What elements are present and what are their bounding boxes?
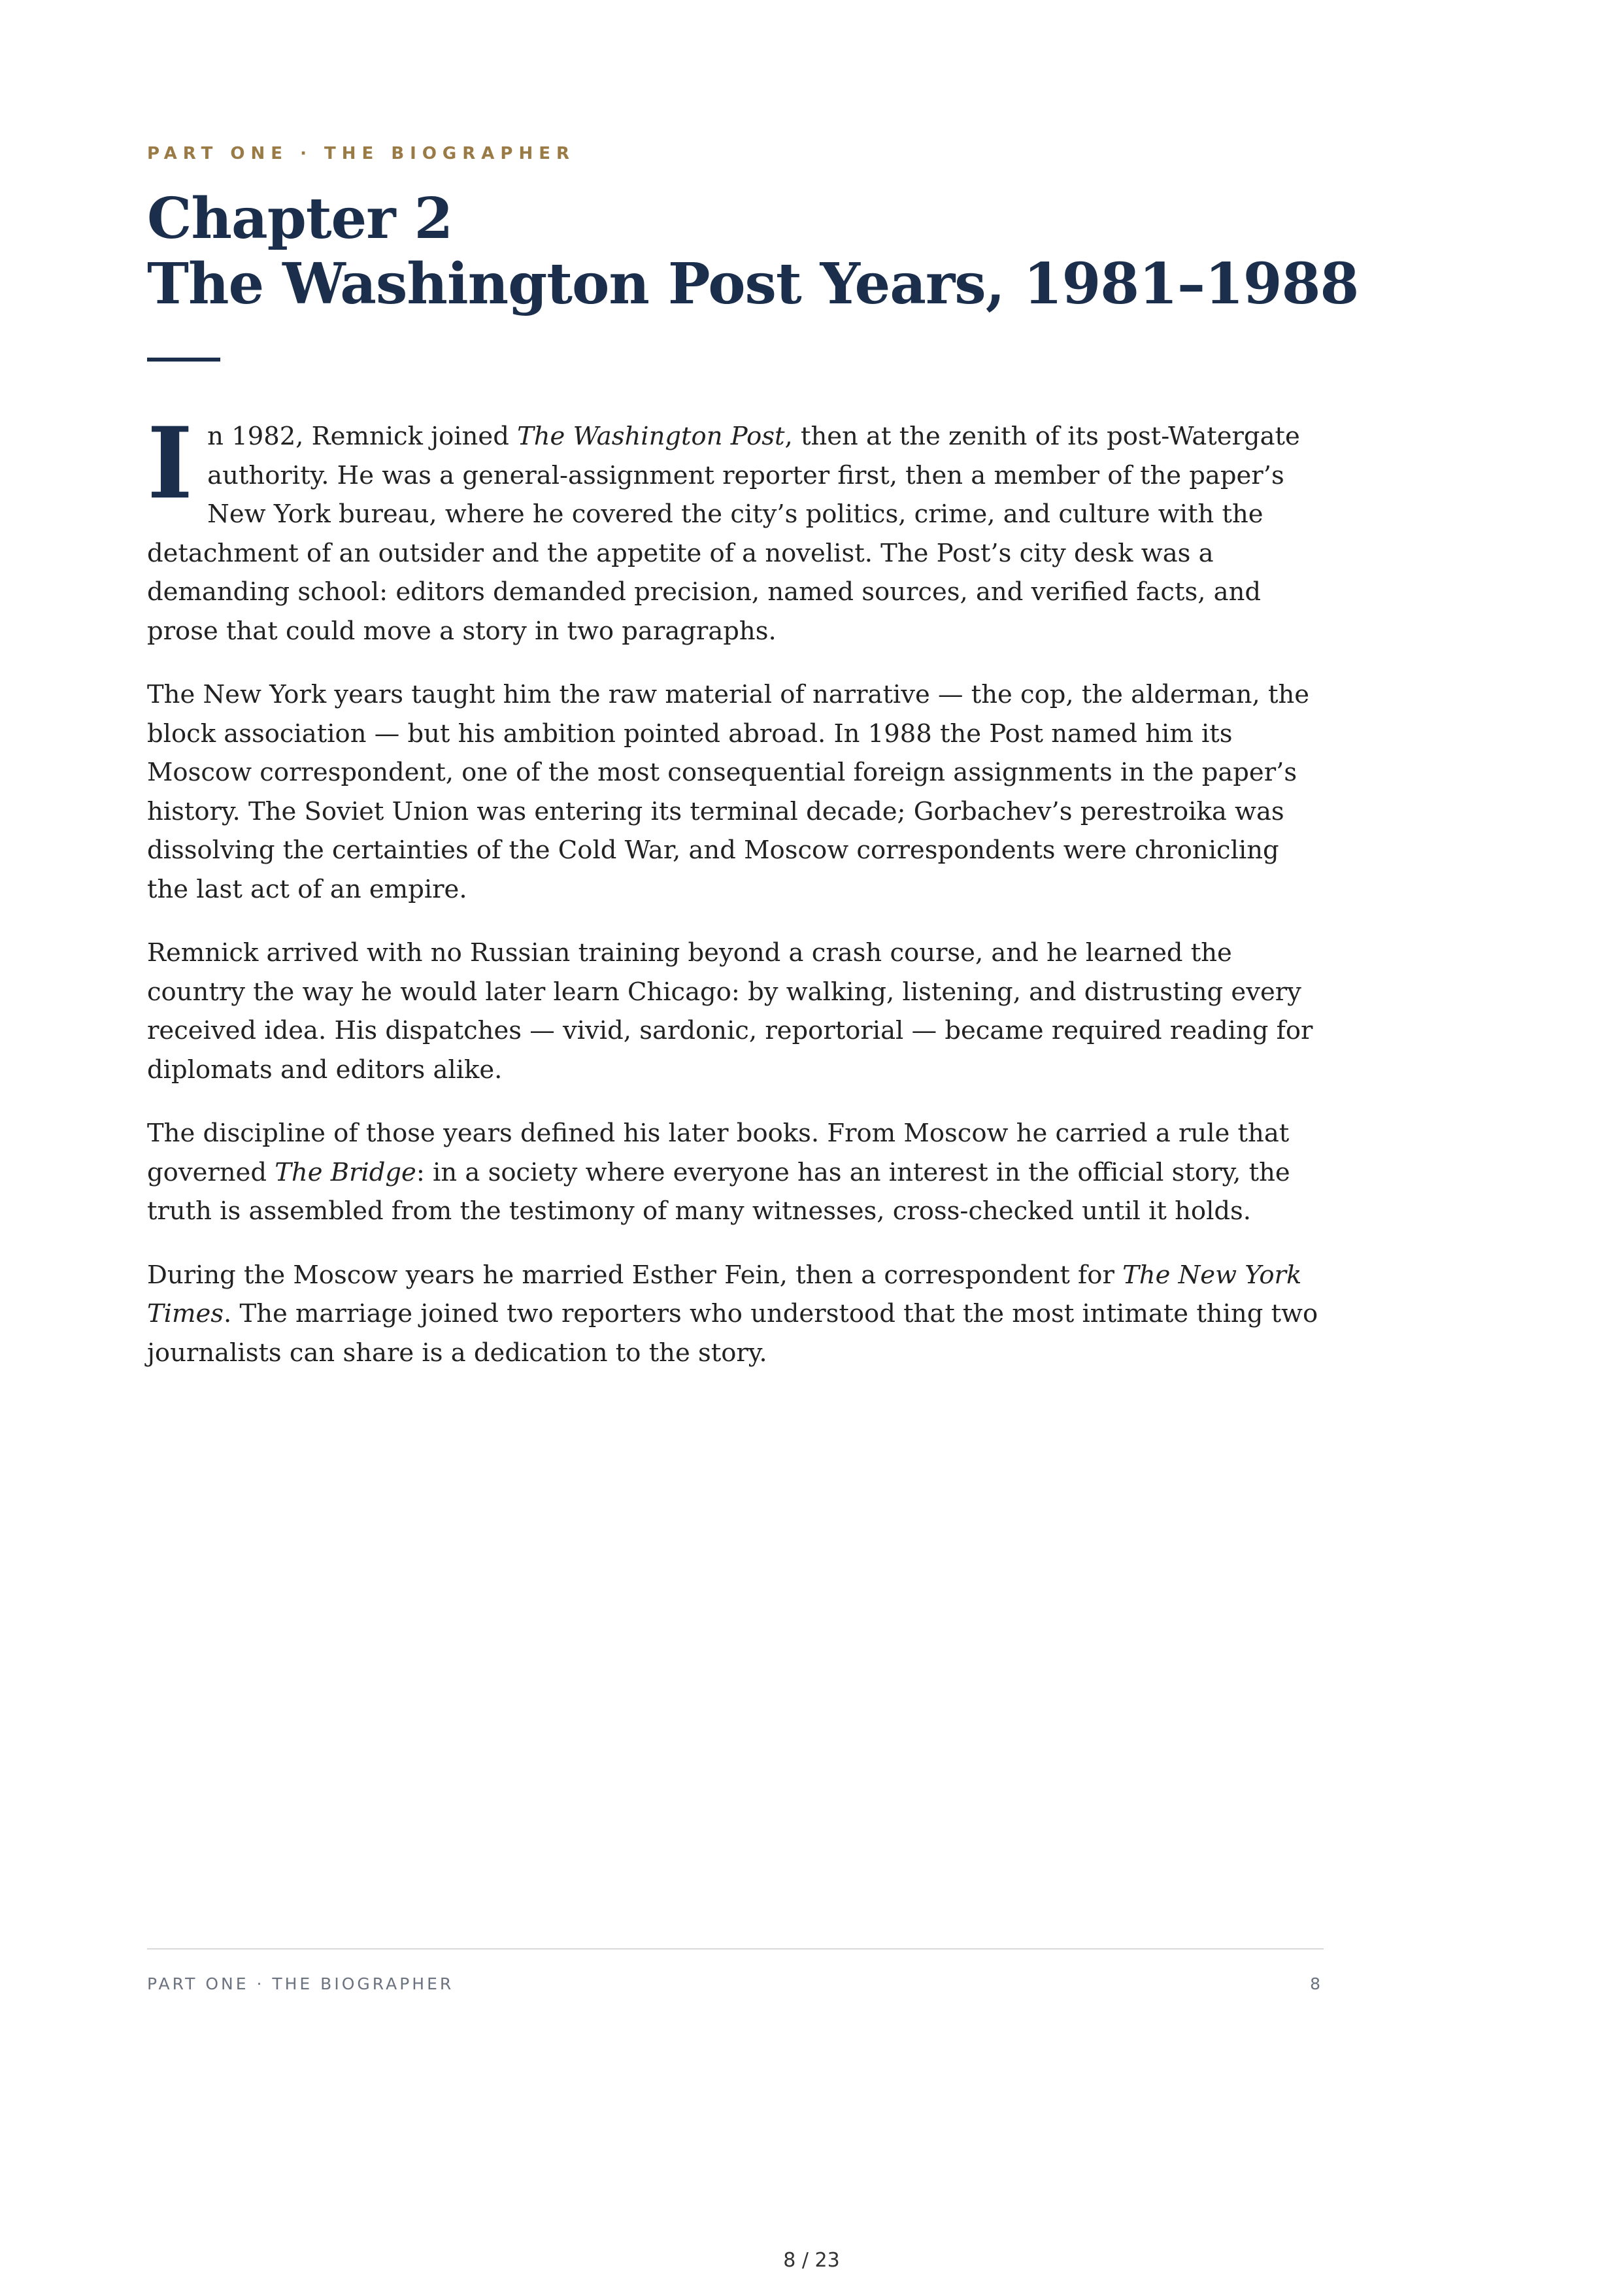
drop-cap: I (147, 406, 193, 521)
publication-title-nyt: The New York Times (147, 1260, 1302, 1328)
paragraph-5 (147, 1256, 1324, 1373)
footer-divider (147, 1948, 1324, 1950)
book-title-the-bridge: The Bridge (275, 1157, 416, 1187)
page-number: 8 (1310, 1974, 1320, 1993)
chapter-heading (147, 186, 1389, 317)
paragraph-1-text-b: , then at the zenith of its post-Watergate authority. He was a general-assignment reporter first, then a member of the paper’s New York bureau, where he covered the city’s politics, crime, and culture with the detachment of an outsider and the appetite of a novelist. The Post’s city desk was a demanding school: editors demanded precision, named sources, and verified facts, and prose that could move a story in two paragraphs. (147, 422, 1300, 646)
paragraph-1 (147, 406, 1324, 650)
chapter-body (147, 406, 1324, 1397)
paragraph-4 (147, 1114, 1324, 1231)
running-head: PART ONE · THE BIOGRAPHER (147, 1974, 454, 1993)
part-kicker: PART ONE · THE BIOGRAPHER (147, 144, 576, 163)
paragraph-1-text-a: n 1982, Remnick joined (207, 422, 518, 451)
paragraph-5-text-b: . The marriage joined two reporters who understood that the most intimate thing two journalists can share is a dedication to the story. (147, 1299, 1318, 1368)
paragraph-4-text-b: : in a society where everyone has an interest in the official story, the truth is assembled from the testimony of many witnesses, cross-checked until it holds. (147, 1157, 1290, 1226)
paragraph-2: The New York years taught him the raw material of narrative — the cop, the alderman, the block association — but his ambition pointed abroad. In 1988 the Post named him its Moscow correspondent, one of the most consequential foreign assignments in the paper’s history. The Soviet Union was entering its terminal decade; Gorbachev’s perestroika was dissolving the certainties of the Cold War, and Moscow correspondents were chronicling the last act of an empire. (147, 680, 1310, 904)
paragraph-5-text-a: During the Moscow years he married Esther Fein, then a correspondent for (147, 1260, 1123, 1290)
viewer-page-counter: 8 / 23 (783, 2249, 840, 2272)
publication-title-washington-post: The Washington Post (517, 422, 785, 451)
paragraph-4-text-a: The discipline of those years defined his later books. From Moscow he carried a rule that governed (147, 1119, 1290, 1187)
chapter-title: The Washington Post Years, 1981–1988 (147, 251, 1359, 317)
heading-accent-rule (147, 358, 220, 362)
chapter-label: Chapter 2 (147, 186, 453, 252)
paragraph-3: Remnick arrived with no Russian training beyond a crash course, and he learned the country the way he would later learn Chicago: by walking, listening, and distrusting every received idea. His dispatches — vivid, sardonic, reportorial — became required reading for diplomats and editors alike. (147, 938, 1313, 1085)
